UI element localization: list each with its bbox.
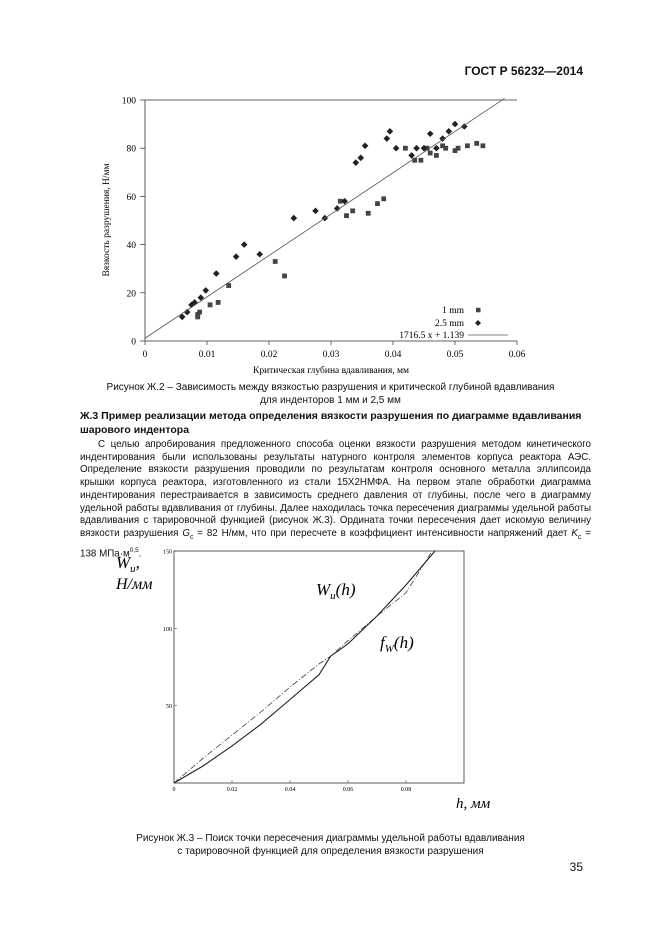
x-tick-label: 0.08: [400, 787, 412, 793]
chart2-y-axis-symbol: $W_u$,: [116, 553, 140, 575]
y-tick-label: 100: [121, 96, 136, 107]
data-point-1mm: [208, 302, 213, 307]
data-point-1mm: [273, 259, 278, 264]
x-tick-label: 0.04: [384, 350, 402, 360]
chart2-curve-label-fw: $f_W(h)$: [380, 633, 414, 655]
gc-symbol: G: [182, 527, 190, 539]
data-point-2-5mm: [256, 251, 263, 258]
data-point-2-5mm: [353, 159, 360, 166]
figure-zh3-caption-line2: с тарировочной функцией для определения вязкости разрушения: [177, 846, 484, 857]
gc-sub: c: [189, 533, 194, 541]
chart1-y-axis-label: Вязкость разрушения, Н/мм: [102, 163, 112, 277]
chart1-x-ticks: [143, 341, 526, 360]
y-tick-label: 60: [126, 192, 136, 203]
x-tick-label: 0.02: [226, 787, 238, 793]
chart1-legend: [399, 306, 508, 341]
curve-fw: [174, 551, 432, 783]
data-point-2-5mm: [387, 128, 394, 135]
data-point-2-5mm: [393, 145, 400, 152]
section-heading: Ж.3 Пример реализации метода определения вязкости разрушения по диаграмме вдавливания шарового индентора: [80, 410, 582, 436]
data-point-2-5mm: [413, 145, 420, 152]
x-tick-label: 0: [142, 350, 148, 360]
x-tick-label: 0.04: [284, 787, 296, 793]
chart2-lines: [174, 551, 435, 783]
chart2-curve-label-wu: $W_u(h)$: [316, 580, 356, 602]
exponent: 0,5: [129, 546, 139, 554]
legend-label-2-5mm: 2.5 mm: [434, 319, 464, 329]
paragraph-text-end: = 138 МПа·м: [80, 527, 591, 559]
data-point-1mm: [403, 146, 408, 151]
data-point-1mm: [443, 146, 448, 151]
chart1-fit-line: [145, 98, 505, 338]
y-tick-label: 50: [166, 704, 172, 711]
x-tick-label: 0.02: [260, 350, 278, 360]
x-tick-label: 0.05: [446, 350, 464, 360]
data-point-2-5mm: [202, 287, 209, 294]
data-point-1mm: [428, 151, 433, 156]
data-point-2-5mm: [357, 155, 364, 162]
data-point-1mm: [375, 201, 380, 206]
chart1-points: [179, 121, 485, 320]
page-number: 35: [569, 860, 583, 874]
y-tick-label: 150: [163, 549, 172, 556]
paragraph-text: С целью апробирования предложенного способа оценки вязкости разрушения методом кинетического индентирования были использованы результаты натурного контроля элементов корпуса реактора АЭС. Определение вязкости разрушения проводили по результатам контроля основного металла эллипсоида крышки корпуса реактора, изготовленного из стали 15Х2НМФА. На первом этапе обработки диаграмма индентирования перестраивается в зависимость среднего давления от глубины, после чего в диаграмму удельной работы вдавливания от глубины. Далее находилась точка пересечения диаграммы удельной работы вдавливания с тарировочной функцией (рисунок Ж.3). Ордината точки пересечения дает искомую величину вязкости разрушения: [80, 439, 591, 539]
data-point-1mm: [456, 146, 461, 151]
x-tick-label: 0.06: [342, 787, 354, 793]
chart2-x-axis-label: h, мм: [456, 796, 491, 812]
y-tick-label: 0: [131, 337, 136, 348]
figure-zh3-caption-line1: Рисунок Ж.3 – Поиск точки пересечения диаграммы удельной работы вдавливания: [136, 833, 525, 844]
figure-zh2-scatter-chart: [95, 88, 535, 378]
figure-zh2-caption-line2: для инденторов 1 мм и 2,5 мм: [260, 395, 401, 406]
data-point-1mm: [381, 196, 386, 201]
x-tick-label: 0.01: [198, 350, 216, 360]
data-point-1mm: [434, 153, 439, 158]
figure-zh2-caption-line1: Рисунок Ж.2 – Зависимость между вязкостью разрушения и критической глубиной вдавливания: [106, 382, 555, 393]
data-point-1mm: [216, 300, 221, 305]
legend-label-1mm: 1 mm: [442, 306, 464, 316]
paragraph-text-mid: = 82 Н/мм, что при пересчете в коэффициент интенсивности напряжений дает: [193, 527, 572, 539]
curve-wu: [174, 551, 435, 783]
y-tick-label: 80: [126, 144, 136, 155]
y-tick-label: 40: [126, 241, 136, 252]
data-point-2-5mm: [408, 152, 415, 159]
chart1-frame: [145, 100, 517, 341]
chart2-y-axis-units: Н/мм: [116, 576, 153, 593]
x-tick-label: 0: [172, 787, 176, 793]
data-point-1mm: [419, 158, 424, 163]
figure-zh2-caption: [60, 381, 601, 407]
data-point-2-5mm: [452, 121, 459, 128]
data-point-2-5mm: [362, 142, 369, 149]
data-point-2-5mm: [312, 208, 319, 215]
legend-marker-1mm: [476, 308, 481, 313]
data-point-1mm: [282, 274, 287, 279]
data-point-2-5mm: [213, 270, 220, 277]
fit-line: [145, 98, 505, 338]
data-point-2-5mm: [427, 130, 434, 137]
kc-symbol: K: [571, 527, 578, 539]
data-point-2-5mm: [291, 215, 298, 222]
data-point-1mm: [197, 310, 202, 315]
legend-label-fit: 1716.5 x + 1.139: [399, 331, 464, 341]
data-point-1mm: [481, 143, 486, 148]
x-tick-label: 0.03: [322, 350, 340, 360]
paragraph-end-dot: .: [138, 547, 142, 559]
chart1-x-axis-label: Критическая глубина вдавливания, мм: [252, 366, 410, 376]
y-tick-label: 20: [126, 289, 136, 300]
data-point-2-5mm: [241, 241, 248, 248]
data-point-2-5mm: [384, 135, 391, 142]
data-point-1mm: [465, 143, 470, 148]
data-point-2-5mm: [233, 253, 240, 260]
figure-zh3-line-chart: [100, 543, 520, 828]
data-point-2-5mm: [433, 145, 440, 152]
chart2-ticks: [163, 550, 411, 794]
data-point-1mm: [344, 213, 349, 218]
figure-zh3-caption: [60, 832, 601, 858]
data-point-1mm: [474, 141, 479, 146]
data-point-1mm: [350, 208, 355, 213]
data-point-1mm: [366, 211, 371, 216]
chart1-y-ticks: [122, 97, 145, 348]
x-tick-label: 0.06: [508, 350, 526, 360]
legend-marker-2-5mm: [475, 320, 481, 326]
kc-sub: c: [577, 533, 582, 541]
y-tick-label: 100: [163, 626, 172, 633]
standard-header: ГОСТ Р 56232—2014: [464, 64, 583, 78]
